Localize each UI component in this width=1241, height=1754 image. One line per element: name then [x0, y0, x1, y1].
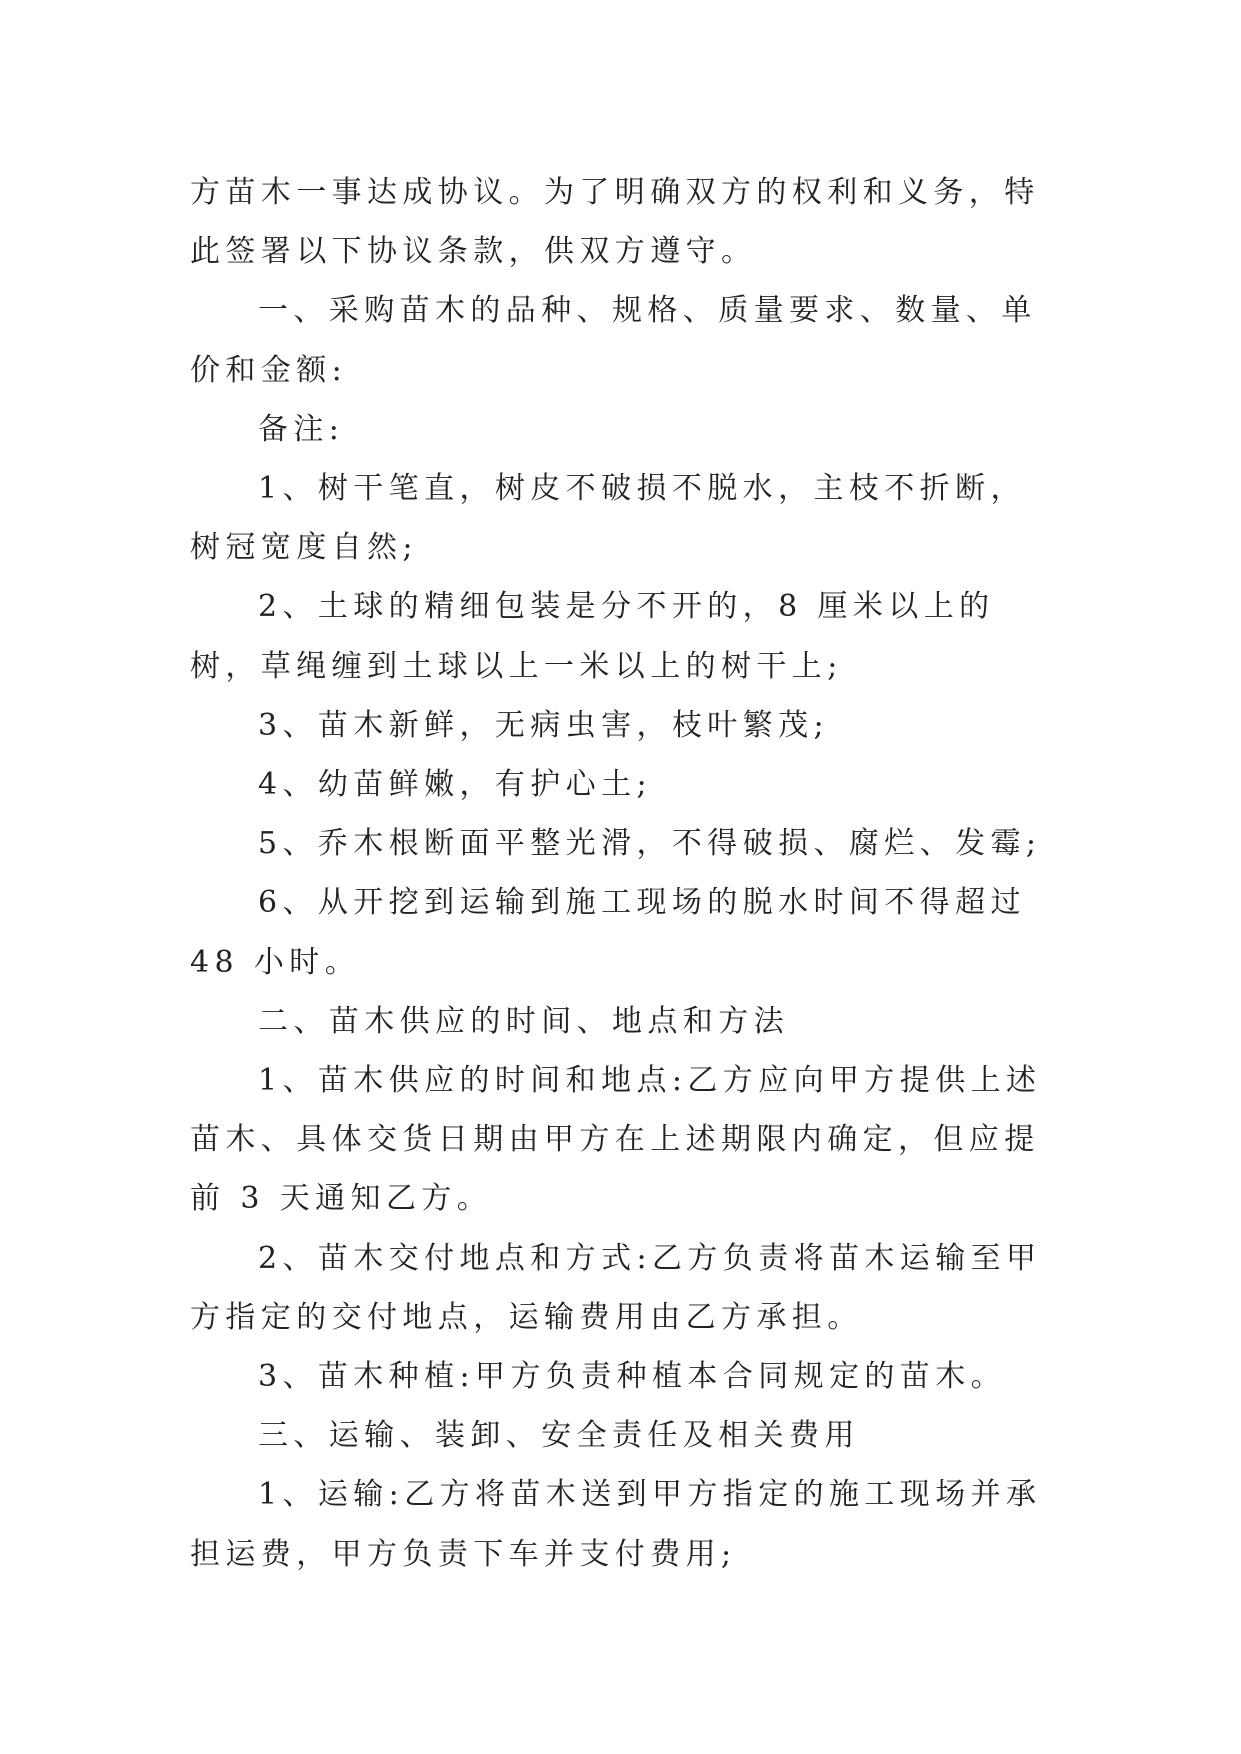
note-label: 备注:: [258, 411, 345, 447]
note-item-4: 4、幼苗鲜嫩，有护心土;: [258, 767, 652, 803]
section-heading-3: 三、运输、装卸、安全责任及相关费用: [258, 1418, 860, 1454]
note-item-1: 1、树干笔直，树皮不破损不脱水，主枝不折断，树冠宽度自然;: [190, 471, 1026, 566]
section-heading-2: 二、苗木供应的时间、地点和方法: [258, 1003, 789, 1039]
section-heading-1: 一、采购苗木的品种、规格、质量要求、数量、单价和金额:: [190, 293, 1037, 388]
paragraph-intro-continuation: 方苗木一事达成协议。为了明确双方的权利和义务，特此签署以下协议条款，供双方遵守。: [190, 175, 1040, 270]
section-2-item-1: 1、苗木供应的时间和地点:乙方应向甲方提供上述苗木、具体交货日期由甲方在上述期限内确定，但应提前 3 天通知乙方。: [190, 1063, 1042, 1217]
section-3-item-1: 1、运输:乙方将苗木送到甲方指定的施工现场并承担运费，甲方负责下车并支付费用;: [190, 1477, 1042, 1572]
note-item-6: 6、从开挖到运输到施工现场的脱水时间不得超过 48 小时。: [190, 885, 1026, 980]
note-item-5: 5、乔木根断面平整光滑，不得破损、腐烂、发霉;: [258, 826, 1042, 862]
note-item-3: 3、苗木新鲜，无病虫害，枝叶繁茂;: [258, 707, 829, 743]
section-2-item-3: 3、苗木种植:甲方负责种植本合同规定的苗木。: [258, 1359, 1006, 1395]
note-item-2: 2、土球的精细包装是分不开的，8 厘米以上的树，草绳缠到土球以上一米以上的树干上;: [190, 589, 995, 684]
document-body: [190, 163, 1050, 1584]
section-2-item-2: 2、苗木交付地点和方式:乙方负责将苗木运输至甲方指定的交付地点，运输费用由乙方承担。: [190, 1240, 1042, 1335]
